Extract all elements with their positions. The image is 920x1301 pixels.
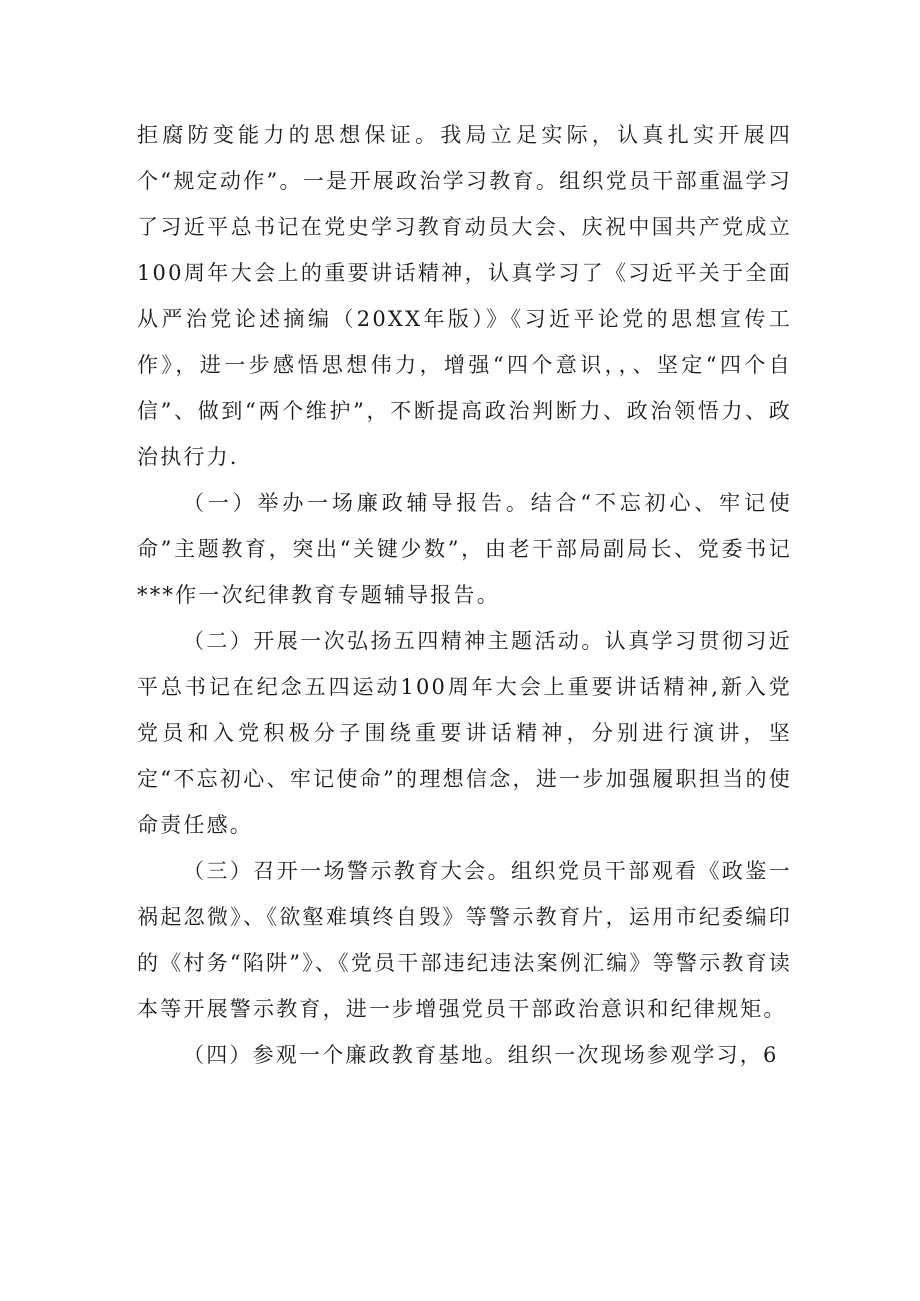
paragraph-item-2: （二）开展一次弘扬五四精神主题活动。认真学习贯彻习近平总书记在纪念五四运动100周年大会上重要讲话精神,新入党党员和入党积极分子围绕重要讲话精神，分别进行演讲，坚定“不忘初心、牢记使命”的理想信念，进一步加强履职担当的使命责任感。 bbox=[137, 629, 792, 837]
document-body bbox=[137, 112, 792, 1078]
paragraph-item-3: （三）召开一场警示教育大会。组织党员干部观看《政鉴一祸起忽微》、《欲壑难填终自毁》等警示教育片，运用市纪委编印的《村务“陷阱”》、《党员干部违纪违法案例汇编》等警示教育读本等开展警示教育，进一步增强党员干部政治意识和纪律规矩。 bbox=[137, 859, 792, 1021]
paragraph-intro: 拒腐防变能力的思想保证。我局立足实际，认真扎实开展四个“规定动作”。一是开展政治学习教育。组织党员干部重温学习了习近平总书记在党史学习教育动员大会、庆祝中国共产党成立100周年大会上的重要讲话精神，认真学习了《习近平关于全面从严治党论述摘编（20XX年版）》《习近平论党的思想宣传工作》，进一步感悟思想伟力，增强“四个意识，，、坚定“四个自信”、做到“两个维护”，不断提高政治判断力、政治领悟力、政治执行力. bbox=[137, 123, 792, 469]
paragraph-item-4: （四）参观一个廉政教育基地。组织一次现场参观学习，6 bbox=[183, 1043, 779, 1067]
paragraph-item-1: （一）举办一场廉政辅导报告。结合“不忘初心、牢记使命”主题教育，突出“关键少数”，由老干部局副局长、党委书记***作一次纪律教育专题辅导报告。 bbox=[137, 491, 792, 607]
